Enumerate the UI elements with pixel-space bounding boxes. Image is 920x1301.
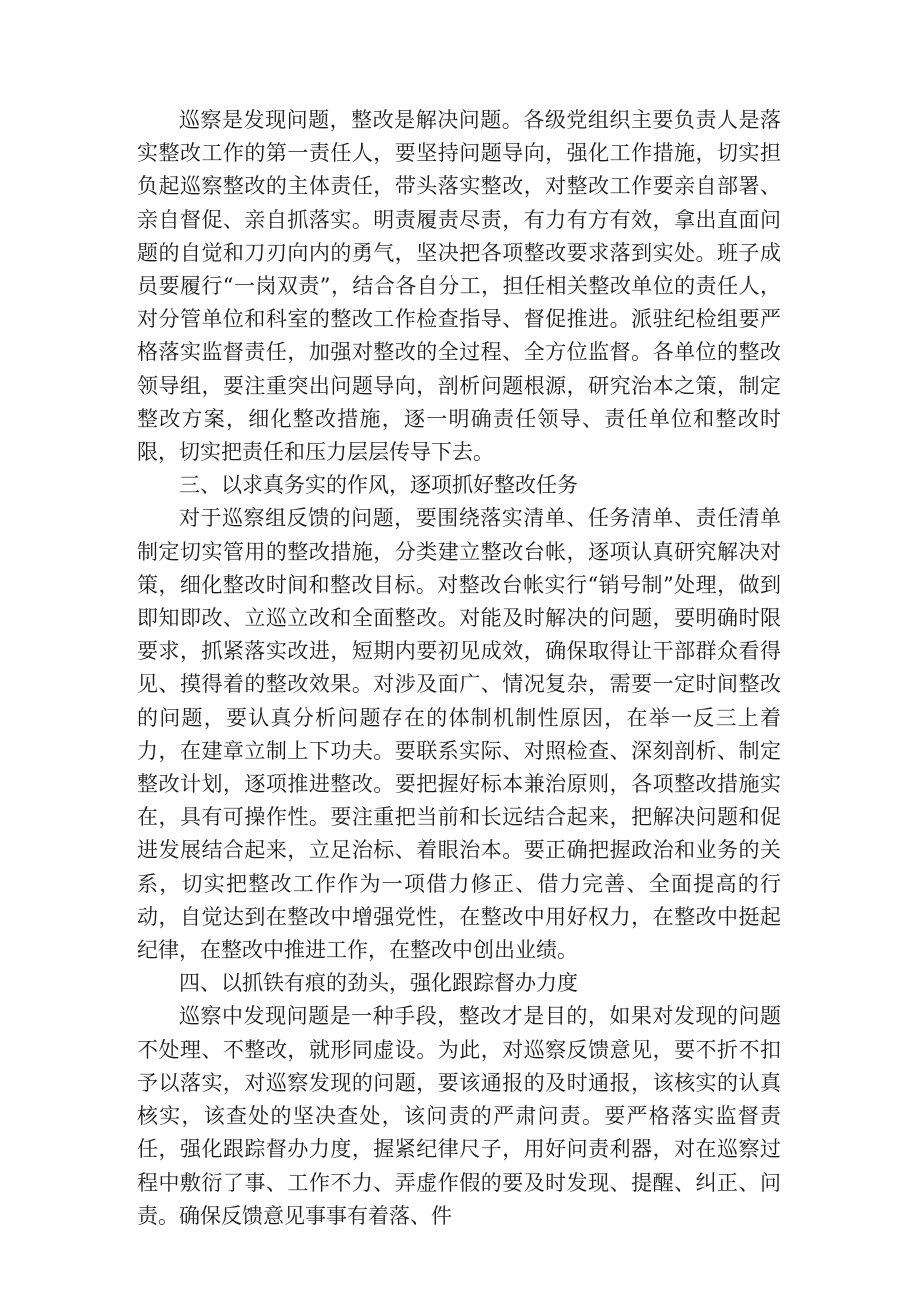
body-paragraph: 对于巡察组反馈的问题，要围绕落实清单、任务清单、责任清单制定切实管用的整改措施，分类建立整改台帐，逐项认真研究解决对策，细化整改时间和整改目标。对整改台帐实行“销号制”处理，做到即知即改、立巡立改和全面整改。对能及时解决的问题，要明确时限要求，抓紧落实改进，短期内要初见成效，确保取得让干部群众看得见、摸得着的整改效果。对涉及面广、情况复杂，需要一定时间整改的问题，要认真分析问题存在的体制机制性原因，在举一反三上着力，在建章立制上下功夫。要联系实际、对照检查、深刻剖析、制定整改计划，逐项推进整改。要把握好标本兼治原则，各项整改措施实在，具有可操作性。要注重把当前和长远结合起来，把解决问题和促进发展结合起来，立足治标、着眼治本。要正确把握政治和业务的关系，切实把整改工作作为一项借力修正、借力完善、全面提高的行动，自觉达到在整改中增强党性，在整改中用好权力，在整改中挺起纪律，在整改中推进工作，在整改中创出业绩。 [137,506,781,963]
document-body [137,104,781,1233]
body-paragraph: 巡察中发现问题是一种手段，整改才是目的，如果对发现的问题不处理、不整改，就形同虚设。为此，对巡察反馈意见，要不折不扣予以落实，对巡察发现的问题，要该通报的及时通报，该核实的认真核实，该查处的坚决查处，该问责的严肃问责。要严格落实监督责任，强化跟踪督办力度，握紧纪律尺子，用好问责利器，对在巡察过程中敷衍了事、工作不力、弄虚作假的要及时发现、提醒、纠正、问责。确保反馈意见事事有着落、件 [137,1004,781,1228]
section-heading: 三、以求真务实的作风，逐项抓好整改任务 [179,473,578,498]
body-paragraph: 巡察是发现问题，整改是解决问题。各级党组织主要负责人是落实整改工作的第一责任人，要坚持问题导向，强化工作措施，切实担负起巡察整改的主体责任，带头落实整改，对整改工作要亲自部署、亲自督促、亲自抓落实。明责履责尽责，有力有方有效，拿出直面问题的自觉和刀刃向内的勇气，坚决把各项整改要求落到实处。班子成员要履行“一岗双责”，结合各自分工，担任相关整改单位的责任人，对分管单位和科室的整改工作检查指导、督促推进。派驻纪检组要严格落实监督责任，加强对整改的全过程、全方位监督。各单位的整改领导组，要注重突出问题导向，剖析问题根源，研究治本之策，制定整改方案，细化整改措施，逐一明确责任领导、责任单位和整改时限，切实把责任和压力层层传导下去。 [137,108,781,465]
section-heading: 四、以抓铁有痕的劲头，强化跟踪督办力度 [179,971,578,996]
